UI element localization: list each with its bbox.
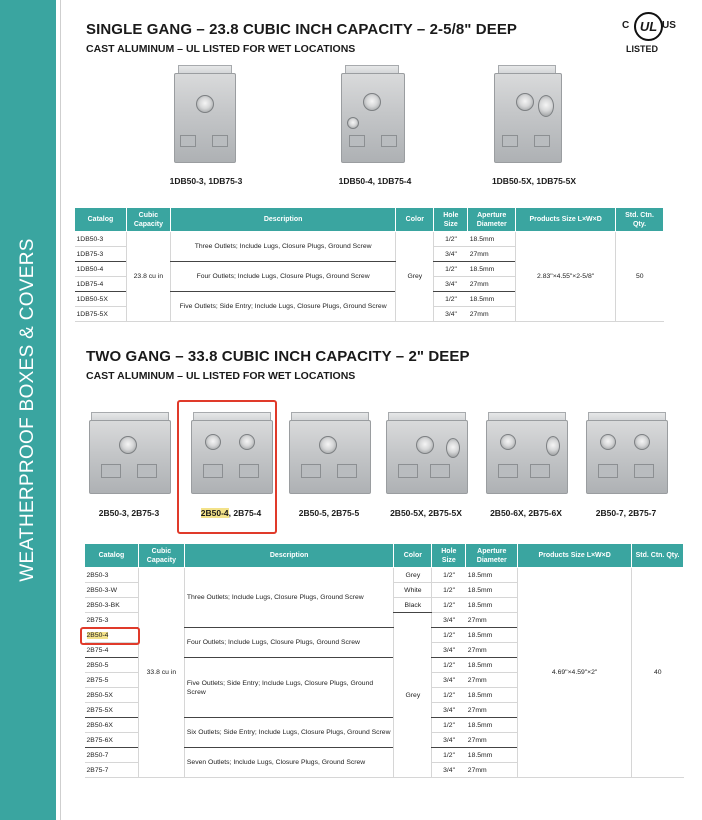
aperture-cell: 18.5mm — [466, 748, 518, 763]
col-header: Description — [184, 544, 394, 568]
hole-cell: 3/4" — [432, 613, 466, 628]
product-caption: 1DB50-3, 1DB75-3 — [169, 176, 243, 186]
highlight-box-catalog — [80, 627, 140, 645]
hole-cell: 1/2" — [432, 748, 466, 763]
description-cell: Three Outlets; Include Lugs, Closure Plugs, Ground Screw — [170, 232, 395, 262]
aperture-cell: 18.5mm — [466, 583, 518, 598]
box-image — [289, 420, 371, 494]
color-cell: Grey — [394, 568, 432, 583]
description-cell: Four Outlets; Include Lugs, Closure Plugs, Ground Screw — [184, 628, 394, 658]
catalog-cell: 2B50-3-BK — [85, 598, 139, 613]
col-header: Aperture Diameter — [468, 208, 516, 232]
hole-cell: 3/4" — [434, 247, 468, 262]
sidebar-title: WEATHERPROOF BOXES & COVERS — [17, 238, 38, 582]
aperture-cell: 27mm — [468, 247, 516, 262]
catalog-cell: 1DB75-5X — [75, 307, 127, 322]
hole-cell: 3/4" — [432, 733, 466, 748]
col-header: Std. Ctn. Qty. — [632, 544, 684, 568]
description-cell: Four Outlets; Include Lugs, Closure Plugs, Ground Screw — [170, 262, 395, 292]
aperture-cell: 18.5mm — [468, 232, 516, 247]
product-caption: 2B50-4, 2B75-4 — [200, 508, 262, 518]
aperture-cell: 18.5mm — [466, 718, 518, 733]
col-header: Catalog — [85, 544, 139, 568]
hole-cell: 1/2" — [432, 658, 466, 673]
description-cell: Five Outlets; Side Entry; Include Lugs, Closure Plugs, Ground Screw — [170, 292, 395, 322]
col-header: Catalog — [75, 208, 127, 232]
catalog-cell: 2B50-3 — [85, 568, 139, 583]
highlighted-catalog: 2B50-4 — [86, 631, 109, 639]
description-cell: Six Outlets; Side Entry; Include Lugs, Closure Plugs, Ground Screw — [184, 718, 394, 748]
hole-cell: 3/4" — [432, 763, 466, 778]
box-image — [494, 73, 562, 163]
hole-cell: 1/2" — [432, 718, 466, 733]
hole-cell: 3/4" — [432, 703, 466, 718]
catalog-cell: 2B75-3 — [85, 613, 139, 628]
product-caption: 2B50-3, 2B75-3 — [98, 508, 160, 518]
ul-listed-logo: C UL US LISTED — [616, 12, 680, 58]
hole-cell: 3/4" — [434, 307, 468, 322]
aperture-cell: 18.5mm — [466, 658, 518, 673]
two-gang-spec-table — [84, 543, 684, 778]
description-cell: Seven Outlets; Include Lugs, Closure Plugs, Ground Screw — [184, 748, 394, 778]
catalog-cell: 2B75-6X — [85, 733, 139, 748]
catalog-cell: 2B75-5X — [85, 703, 139, 718]
highlighted-model: 2B50-4 — [200, 508, 229, 518]
catalog-cell: 2B50-5X — [85, 688, 139, 703]
aperture-cell: 27mm — [468, 307, 516, 322]
catalog-cell: 1DB50-5X — [75, 292, 127, 307]
aperture-cell: 27mm — [468, 277, 516, 292]
catalog-cell: 2B50-5 — [85, 658, 139, 673]
hole-cell: 3/4" — [434, 277, 468, 292]
aperture-cell: 18.5mm — [468, 292, 516, 307]
catalog-cell: 1DB75-4 — [75, 277, 127, 292]
catalog-cell: 2B50-6X — [85, 718, 139, 733]
capacity-cell: 23.8 cu in — [126, 232, 170, 322]
col-header: Products Size L×W×D — [518, 544, 632, 568]
hole-cell: 1/2" — [432, 598, 466, 613]
aperture-cell: 27mm — [466, 673, 518, 688]
box-image — [174, 73, 236, 163]
hole-cell: 1/2" — [434, 292, 468, 307]
description-cell: Three Outlets; Include Lugs, Closure Plugs, Ground Screw — [184, 568, 394, 628]
product-caption: 2B50-5X, 2B75-5X — [390, 508, 462, 518]
aperture-cell: 27mm — [466, 703, 518, 718]
col-header: Hole Size — [434, 208, 468, 232]
product-caption: 2B50-6X, 2B75-6X — [490, 508, 562, 518]
product-caption: 1DB50-5X, 1DB75-5X — [491, 176, 577, 186]
hole-cell: 3/4" — [432, 673, 466, 688]
hole-cell: 1/2" — [434, 262, 468, 277]
col-header: Color — [394, 544, 432, 568]
single-gang-spec-table — [74, 207, 664, 322]
qty-cell: 40 — [632, 568, 684, 778]
catalog-cell: 1DB75-3 — [75, 247, 127, 262]
single-gang-subtitle: CAST ALUMINUM – UL LISTED FOR WET LOCATIONS — [86, 43, 356, 55]
sidebar — [0, 0, 56, 820]
hole-cell: 1/2" — [432, 628, 466, 643]
hole-cell: 1/2" — [432, 583, 466, 598]
col-header: Cubic Capacity — [126, 208, 170, 232]
aperture-cell: 18.5mm — [466, 628, 518, 643]
col-header: Products Size L×W×D — [516, 208, 616, 232]
catalog-cell: 2B75-7 — [85, 763, 139, 778]
aperture-cell: 27mm — [466, 613, 518, 628]
col-header: Std. Ctn. Qty. — [616, 208, 664, 232]
table-row — [75, 232, 664, 247]
capacity-cell: 33.8 cu in — [138, 568, 184, 778]
product-caption: 1DB50-4, 1DB75-4 — [338, 176, 412, 186]
aperture-cell: 27mm — [466, 763, 518, 778]
aperture-cell: 18.5mm — [466, 598, 518, 613]
color-cell: Grey — [396, 232, 434, 322]
col-header: Description — [170, 208, 395, 232]
product-caption: 2B50-5, 2B75-5 — [298, 508, 360, 518]
table-row — [85, 568, 684, 583]
color-cell: Black — [394, 598, 432, 613]
description-cell: Five Outlets; Side Entry; Include Lugs, Closure Plugs, Ground Screw — [184, 658, 394, 718]
color-cell: Grey — [394, 613, 432, 778]
col-header: Cubic Capacity — [138, 544, 184, 568]
catalog-cell: 2B50-7 — [85, 748, 139, 763]
aperture-cell: 18.5mm — [466, 688, 518, 703]
product-caption: 2B50-7, 2B75-7 — [595, 508, 657, 518]
two-gang-subtitle: CAST ALUMINUM – UL LISTED FOR WET LOCATIONS — [86, 370, 356, 382]
aperture-cell: 18.5mm — [468, 262, 516, 277]
size-cell: 2.83"×4.55"×2-5/8" — [516, 232, 616, 322]
box-image — [586, 420, 668, 494]
box-image — [89, 420, 171, 494]
aperture-cell: 27mm — [466, 733, 518, 748]
hole-cell: 1/2" — [432, 688, 466, 703]
two-gang-title: TWO GANG – 33.8 CUBIC INCH CAPACITY – 2" DEEP — [86, 348, 470, 365]
catalog-cell: 1DB50-3 — [75, 232, 127, 247]
col-header: Color — [396, 208, 434, 232]
single-gang-title: SINGLE GANG – 23.8 CUBIC INCH CAPACITY – 2-5/8" DEEP — [86, 21, 518, 38]
catalog-cell: 2B75-4 — [85, 643, 139, 658]
color-cell: White — [394, 583, 432, 598]
col-header: Aperture Diameter — [466, 544, 518, 568]
box-image — [486, 420, 568, 494]
size-cell: 4.69"×4.59"×2" — [518, 568, 632, 778]
aperture-cell: 27mm — [466, 643, 518, 658]
hole-cell: 3/4" — [432, 643, 466, 658]
catalog-cell: 2B75-5 — [85, 673, 139, 688]
col-header: Hole Size — [432, 544, 466, 568]
aperture-cell: 18.5mm — [466, 568, 518, 583]
qty-cell: 50 — [616, 232, 664, 322]
hole-cell: 1/2" — [434, 232, 468, 247]
catalog-page — [56, 0, 702, 820]
hole-cell: 1/2" — [432, 568, 466, 583]
catalog-cell: 2B50-3-W — [85, 583, 139, 598]
catalog-cell: 1DB50-4 — [75, 262, 127, 277]
highlight-box-product — [177, 400, 277, 534]
